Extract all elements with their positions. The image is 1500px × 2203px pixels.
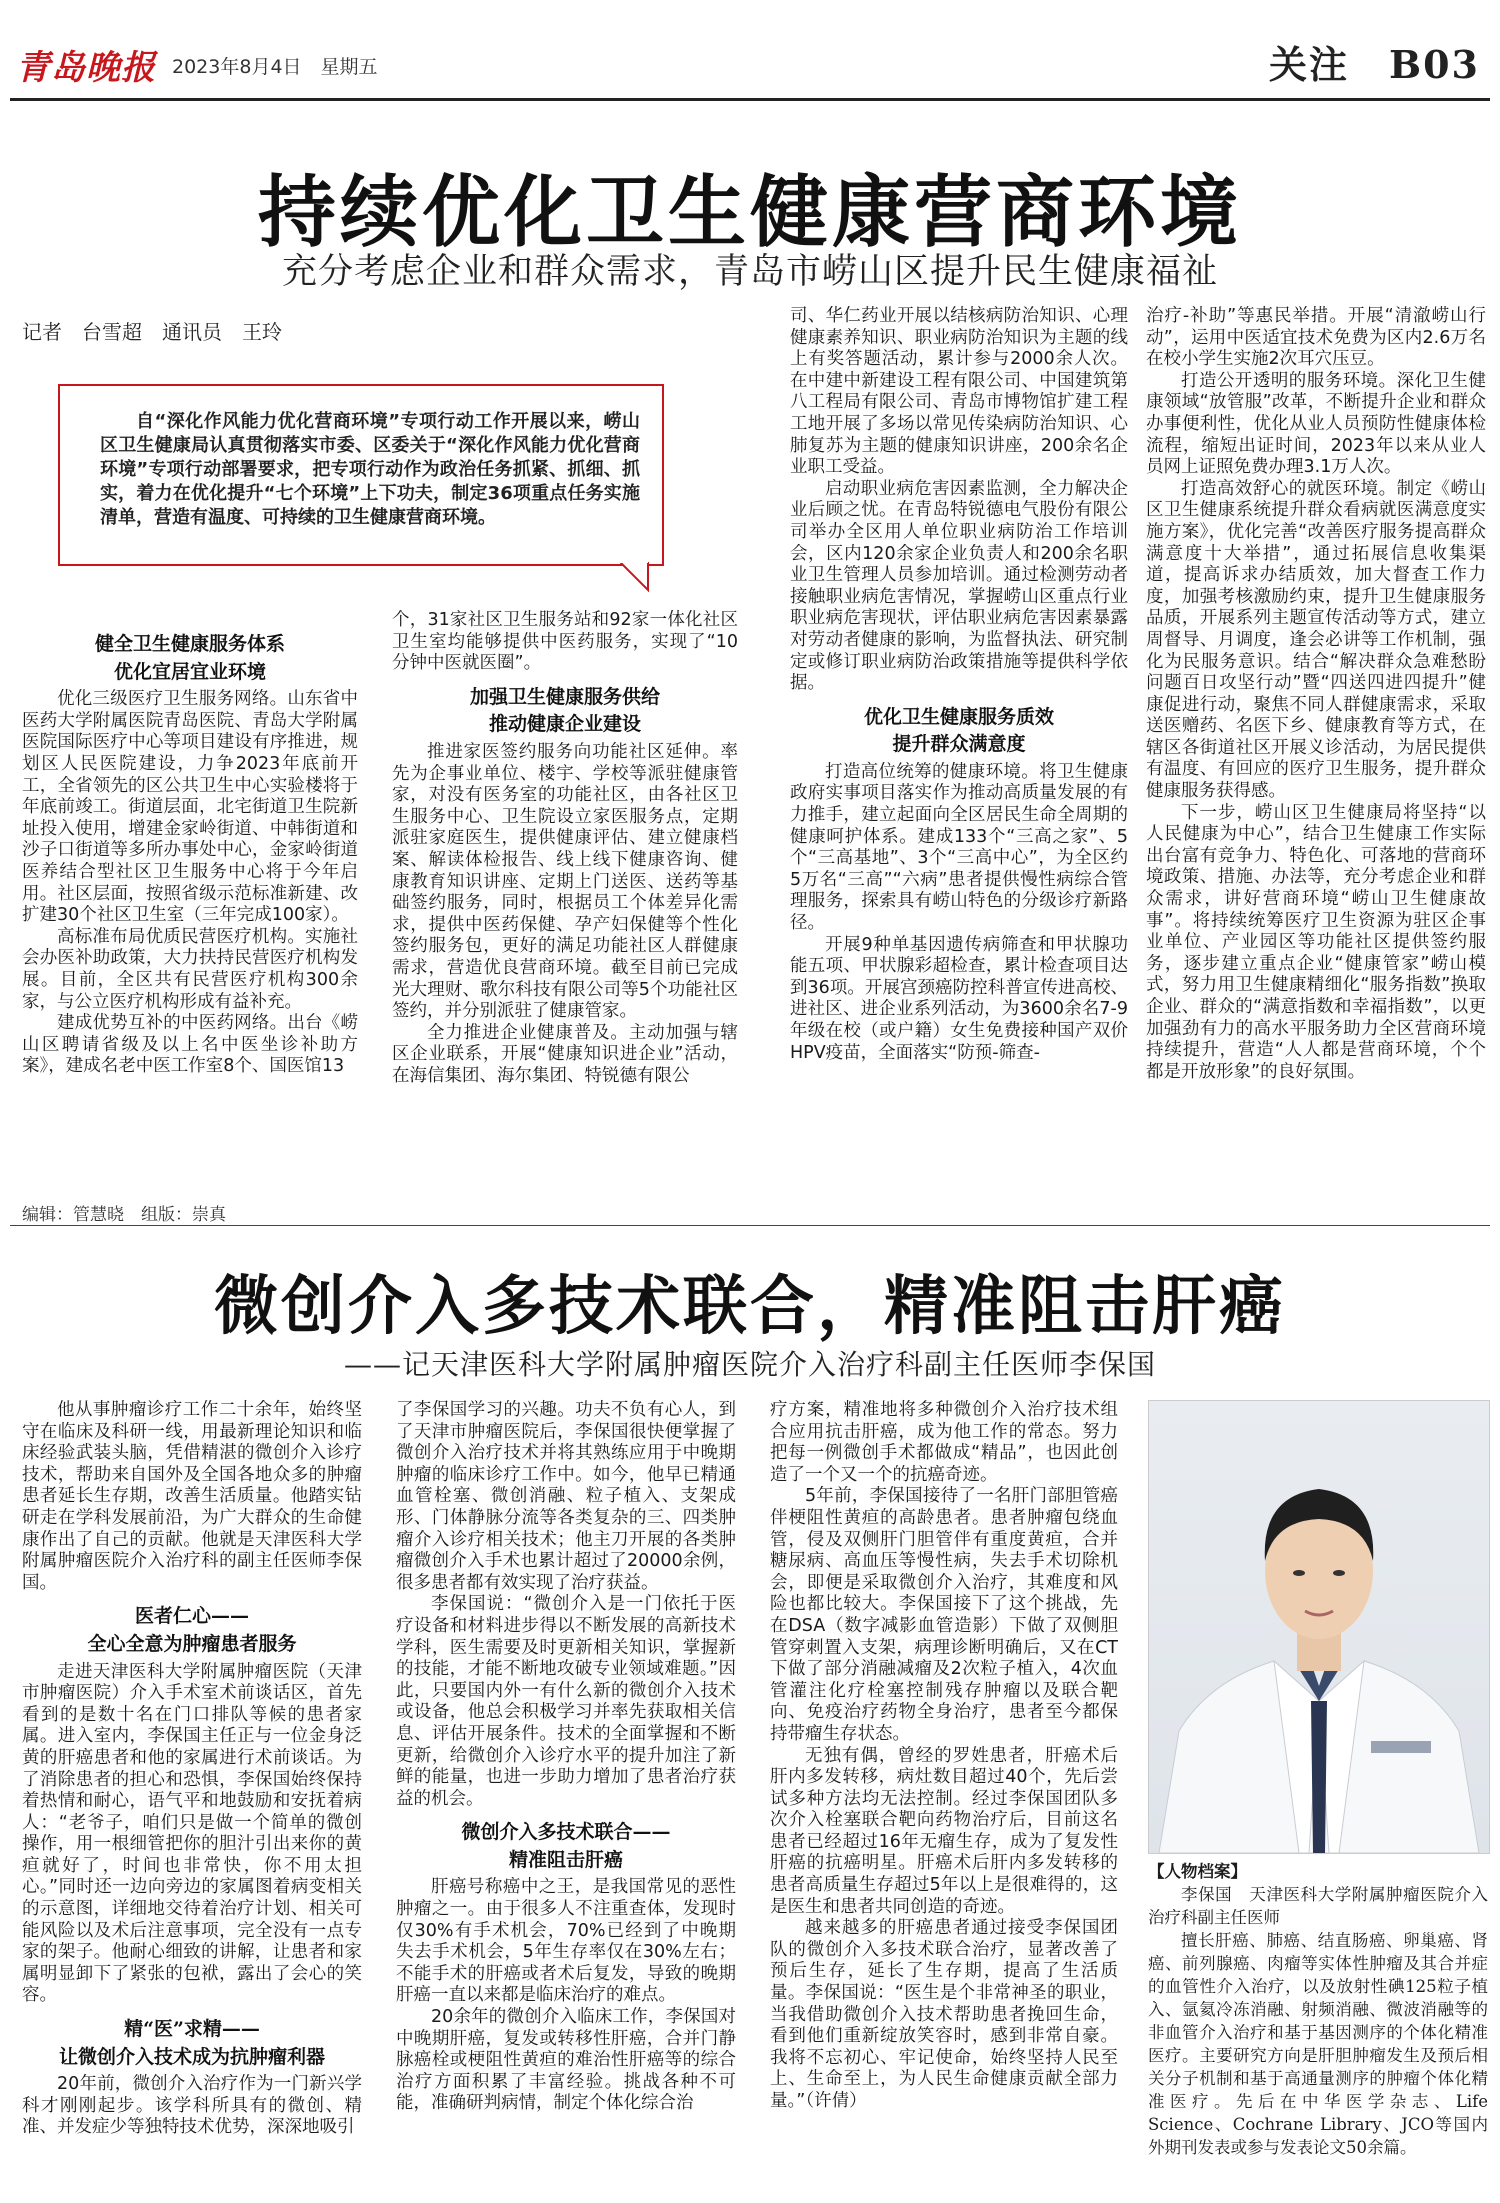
section-heading: 医者仁心——: [134, 1605, 249, 1628]
paragraph: 李保国说：“微创介入是一门依托于医疗设备和材料进步得以不断发展的高新技术学科，医生需要及时更新相关知识，掌握新的技能，才能不断地攻破专业领域难题。”因此，只要国内外一有什么新的微创介入技术或设备，他总会积极学习并率先获取相关信息、评估开展条件。技术的全面掌握和不断更新，给微创介入诊疗水平的提升加注了新鲜的能量，也进一步助力增加了患者治疗获益的机会。: [396, 1594, 736, 1809]
paragraph: 越来越多的肝癌患者通过接受李保国团队的微创介入多技术联合治疗，显著改善了预后生存，延长了生存期，提高了生活质量。李保国说：“医生是个非常神圣的职业，当我借助微创介入技术帮助患者挽回生命，看到他们重新绽放笑容时，感到非常自豪。我将不忘初心、牢记使命，始终坚持人民至上、生命至上，为人民生命健康贡献全部力量。”（许倩）: [770, 1918, 1118, 2111]
article1-column-2: [392, 610, 738, 1087]
section-subheading: 让微创介入技术成为抗肿瘤利器: [58, 2045, 325, 2068]
article1-column-1: [22, 622, 358, 1078]
article2-column-2: [396, 1400, 736, 2115]
paragraph: 开展9种单基因遗传病筛查和甲状腺功能五项、甲状腺彩超检查，累计检查项目达到36项。开展宫颈癌防控科普宣传进高校、进社区、进企业系列活动，为3600余名7-9年级在校（或户籍）女生免费接种国产双价HPV疫苗，全面落实“防预-筛查-: [790, 934, 1128, 1063]
section-subheading: 提升群众满意度: [892, 733, 1026, 756]
article1-subheadline: 充分考虑企业和群众需求，青岛市崂山区提升民生健康福祉: [281, 252, 1218, 292]
section-subheading: 全心全意为肿瘤患者服务: [87, 1632, 297, 1655]
masthead-rule: [10, 98, 1490, 101]
section-subheading: 推动健康企业建设: [488, 713, 641, 736]
section-divider: [10, 1225, 1490, 1226]
paragraph: 全力推进企业健康普及。主动加强与辖区企业联系，开展“健康知识进企业”活动，在海信集团、海尔集团、特锐德有限公: [392, 1022, 738, 1086]
paragraph: 打造高位统筹的健康环境。将卫生健康政府实事项目落实作为推动高质量发展的有力推手，建立起面向全区居民生命全周期的健康呵护体系。建成133个“三高之家”、5个“三高基地”、3个“三高中心”，为全区约5万名“三高”“六病”患者提供慢性病综合管理服务，探索具有崂山特色的分级诊疗新路径。: [790, 761, 1128, 934]
section-heading: 微创介入多技术联合——: [461, 1821, 671, 1844]
paragraph: 治疗-补助”等惠民举措。开展“清澈崂山行动”，运用中医适宜技术免费为区内2.6万名在校小学生实施2次耳穴压豆。: [1146, 306, 1486, 370]
editor-credit: 编辑：管慧晓 组版：崇真: [22, 1205, 226, 1225]
issue-date: 2023年8月4日 星期五: [172, 56, 378, 78]
paragraph: 下一步，崂山区卫生健康局将坚持“以人民健康为中心”，结合卫生健康工作实际出台富有竞争力、特色化、可落地的营商环境政策、措施、办法等，充分考虑企业和群众需求，讲好营商环境“崂山卫生健康故事”。将持续统筹医疗卫生资源为驻区企事业单位、产业园区等功能社区提供签约服务，逐步建立重点企业“健康管家”崂山模式，努力用卫生健康精细化“服务指数”换取企业、群众的“满意指数和幸福指数”，以更加强劲有力的高水平服务助力全区营商环境持续提升，营造“人人都是营商环境，个个都是开放形象”的良好氛围。: [1146, 802, 1486, 1082]
profile-bio: 擅长肝癌、肺癌、结直肠癌、卵巢癌、肾癌、前列腺癌、肉瘤等实体性肿瘤及其合并症的血管性介入治疗，以及放射性碘125粒子植入、氩氦冷冻消融、射频消融、微波消融等的非血管介入治疗和基于基因测序的个体化精准医疗。主要研究方向是肝胆肿瘤发生及预后相关分子机制和基于高通量测序的肿瘤个体化精准医疗。先后在中华医学杂志、Life Science、Cochrane Library、JCO等国内外期刊发表或参与发表论文50余篇。: [1148, 1931, 1488, 2157]
paragraph: 打造公开透明的服务环境。深化卫生健康领域“放管服”改革，不断提升企业和群众办事便利性，优化从业人员预防性健康体检流程，缩短出证时间，2023年以来从业人员网上证照免费办理3.1万人次。: [1146, 370, 1486, 478]
paragraph: 疗方案，精准地将多种微创介入治疗技术组合应用抗击肝癌，成为他工作的常态。努力把每一例微创手术都做成“精品”，也因此创造了一个又一个的抗癌奇迹。: [770, 1400, 1118, 1485]
article1-column-3: [790, 306, 1128, 1064]
paragraph: 他从事肿瘤诊疗工作二十余年，始终坚守在临床及科研一线，用最新理论知识和临床经验武装头脑，凭借精湛的微创介入诊疗技术，帮助来自国外及全国各地众多的肿瘤患者延长生存期，改善生活质量。他踏实钻研走在学科发展前沿，为广大群众的生命健康作出了自己的贡献。他就是天津医科大学附属肿瘤医院介入治疗科的副主任医师李保国。: [22, 1400, 362, 1593]
paragraph: 优化三级医疗卫生服务网络。山东省中医药大学附属医院青岛医院、青岛大学附属医院国际医疗中心等项目建设有序推进，规划区人民医院建设，力争2023年底前开工，全省领先的区公共卫生中心实验楼将于年底前竣工。街道层面，北宅街道卫生院新址投入使用，增建金家岭街道、中韩街道和沙子口街道等多所办事处中心，金家岭街道医养结合型社区卫生服务中心将于今年启用。社区层面，按照省级示范标准新建、改扩建30个社区卫生室（三年完成100家）。: [22, 689, 358, 926]
paragraph: 建成优势互补的中医药网络。出台《崂山区聘请省级及以上名中医坐诊补助方案》，建成名老中医工作室8个、国医馆13: [22, 1013, 358, 1077]
section-heading: 精“医”求精——: [124, 2018, 260, 2041]
section-subheading: 优化宜居宜业环境: [113, 660, 266, 683]
section-subheading: 精准阻击肝癌: [508, 1848, 623, 1871]
paragraph: 启动职业病危害因素监测，全力解决企业后顾之忧。在青岛特锐德电气股份有限公司举办全区用人单位职业病防治工作培训会，区内120余家企业负责人和200余名职业卫生管理人员参加培训。通过检测劳动者接触职业病危害情况，掌握崂山区重点行业职业病危害现状，评估职业病危害因素暴露对劳动者健康的影响，为监督执法、研究制定或修订职业病防治政策措施等提供科学依据。: [790, 478, 1128, 694]
portrait-photo-icon: [1149, 1401, 1489, 1853]
paragraph: 无独有偶，曾经的罗姓患者，肝癌术后肝内多发转移，病灶数目超过40个，先后尝试多种方法均无法控制。经过李保国团队多次介入栓塞联合靶向药物治疗后，目前这名患者已经超过16年无瘤生存，成为了复发性肝癌的抗癌明星。肝癌术后肝内多发转移的患者高质量生存超过5年以上是很难得的，这是医生和患者共同创造的奇迹。: [770, 1745, 1118, 1917]
article2-headline: 微创介入多技术联合，精准阻击肝癌: [214, 1269, 1286, 1344]
section-heading: 健全卫生健康服务体系: [94, 633, 285, 655]
paragraph: 走进天津医科大学附属肿瘤医院（天津市肿瘤医院）介入手术室术前谈话区，首先看到的是数十名在门口排队等候的患者家属。进入室内，李保国主任正与一位金身泛黄的肝癌患者和他的家属进行术前谈话。为了消除患者的担心和恐惧，李保国始终保持着热情和耐心，语气平和地鼓励和安抚着病人：“老爷子，咱们只是做一个简单的微创操作，用一根细管把你的胆汁引出来你的黄疸就好了，时间也非常快，你不用太担心。”同时还一边向旁边的家属图着病变相关的示意图，详细地交待着治疗计划、相关可能风险以及术后注意事项，完全没有一点专家的架子。他耐心细致的讲解，让患者和家属明显卸下了紧张的包袱，露出了会心的笑容。: [22, 1661, 362, 2006]
section-heading: 优化卫生健康服务质效: [863, 705, 1054, 728]
paragraph: 打造高效舒心的就医环境。制定《崂山区卫生健康系统提升群众看病就医满意度实施方案》，优化完善“改善医疗服务提高群众满意度十大举措”，通过拓展信息收集渠道，提高诉求办结质效，加大督查工作力度，加强考核激励约束，提升卫生健康服务品质，开展系列主题宣传活动等方式，建立周督导、月调度，逢会必讲等工作机制，强化为民服务意识。结合“解决群众急难愁盼问题百日攻坚行动”暨“四送四进四提升”健康促进行动，聚焦不同人群健康需求，采取送医赠药、名医下乡、健康教育等方式，在辖区各街道社区开展义诊活动，为居民提供有温度、有回应的医疗卫生服务，提升群众健康服务获得感。: [1146, 478, 1486, 802]
article2-column-3: [770, 1400, 1118, 2113]
profile-name: 李保国 天津医科大学附属肿瘤医院介入治疗科副主任医师: [1148, 1885, 1488, 1927]
person-profile: [1148, 1860, 1488, 2159]
paragraph: 5年前，李保国接待了一名肝门部胆管癌伴梗阻性黄疸的高龄患者。患者肿瘤包绕血管，侵及双侧肝门胆管伴有重度黄疸，合并糖尿病、高血压等慢性病，失去手术切除机会，即便是采取微创介入治疗，其难度和风险也都比较大。李保国接下了这个挑战，先在DSA（数字减影血管造影）下做了双侧胆管穿刺置入支架，病理诊断明确后，又在CT下做了部分消融减瘤及2次粒子植入，4次血管灌注化疗栓塞控制残存肿瘤以及联合靶向、免疫治疗药物全身治疗，患者至今都保持带瘤生存状态。: [770, 1486, 1118, 1744]
intro-text: 自“深化作风能力优化营商环境”专项行动工作开展以来，崂山区卫生健康局认真贯彻落实市委、区委关于“深化作风能力优化营商环境”专项行动部署要求，把专项行动作为政治任务抓紧、抓细、抓实，着力在优化提升“七个环境”上下功夫，制定36项重点任务实施清单，营造有温度、可持续的卫生健康营商环境。: [100, 411, 640, 528]
speech-tail-icon: [620, 560, 652, 592]
paragraph: 20年前，微创介入治疗作为一门新兴学科才刚刚起步。该学科所具有的微创、精准、并发症少等独特技术优势，深深地吸引: [22, 2074, 362, 2138]
paragraph: 了李保国学习的兴趣。功夫不负有心人，到了天津市肿瘤医院后，李保国很快便掌握了微创介入治疗技术并将其熟练应用于中晚期肿瘤的临床诊疗工作中。如今，他早已精通血管栓塞、微创消融、粒子植入、支架成形、门体静脉分流等各类复杂的三、四类肿瘤介入诊疗相关技术；他主刀开展的各类肿瘤微创介入手术也累计超过了20000余例，很多患者都有效实现了治疗获益。: [396, 1400, 736, 1593]
paragraph: 个，31家社区卫生服务站和92家一体化社区卫生室均能够提供中医药服务，实现了“10分钟中医就医圈”。: [392, 610, 738, 674]
paragraph: 司、华仁药业开展以结核病防治知识、心理健康素养知识、职业病防治知识为主题的线上有奖答题活动，累计参与2000余人次。在中建中新建设工程有限公司、中国建筑第八工程局有限公司、青岛市博物馆扩建工程工地开展了多场以常见传染病防治知识、心肺复苏为主题的健康知识讲座，200余名企业职工受益。: [790, 306, 1128, 478]
paragraph: 肝癌号称癌中之王，是我国常见的恶性肿瘤之一。由于很多人不注重查体，发现时仅30%有手术机会，70%已经到了中晚期失去手术机会，5年生存率仅在30%左右；不能手术的肝癌或者术后复发，导致的晚期肝癌一直以来都是临床治疗的难点。: [396, 1877, 736, 2006]
article2-subheadline: ——记天津医科大学附属肿瘤医院介入治疗科副主任医师李保国: [343, 1348, 1156, 1381]
section-heading: 加强卫生健康服务供给: [469, 685, 660, 708]
paragraph: 20余年的微创介入临床工作，李保国对中晚期肝癌，复发或转移性肝癌，合并门静脉癌栓或梗阻性黄疸的难治性肝癌等的综合治疗方面积累了丰富经验。挑战各种不可能，准确研判病情，制定个体化综合治: [396, 2007, 736, 2114]
article1-headline: 持续优化卫生健康营商环境: [257, 167, 1242, 258]
article1-column-4: [1146, 306, 1486, 1083]
paragraph: 推进家医签约服务向功能社区延伸。率先为企事业单位、楼宇、学校等派驻健康管家，对没有医务室的功能社区，由各社区卫生服务中心、卫生院设立家医服务点，定期派驻家庭医生，提供健康评估、建立健康档案、解读体检报告、线上线下健康咨询、健康教育知识讲座、定期上门送医、送药等基础签约服务，同时，根据员工个体差异化需求，提供中医药保健、孕产妇保健等个性化签约服务包，更好的满足功能社区人群健康需求，营造优良营商环境。截至目前已完成光大理财、歌尔科技有限公司等5个功能社区签约，并分别派驻了健康管家。: [392, 741, 738, 1022]
section-page-label: 关注 B03: [1269, 42, 1480, 87]
article2-column-1: [22, 1400, 362, 2139]
portrait-photo: [1148, 1400, 1490, 1854]
paragraph: 高标准布局优质民营医疗机构。实施社会办医补助政策，大力扶持民营医疗机构发展。目前，全区共有民营医疗机构300余家，与公立医疗机构形成有益补充。: [22, 926, 358, 1012]
profile-title: 【人物档案】: [1148, 1862, 1247, 1881]
article1-byline: 记者 台雪超 通讯员 王玲: [22, 320, 282, 344]
newspaper-logo: 青岛晚报: [16, 48, 156, 88]
